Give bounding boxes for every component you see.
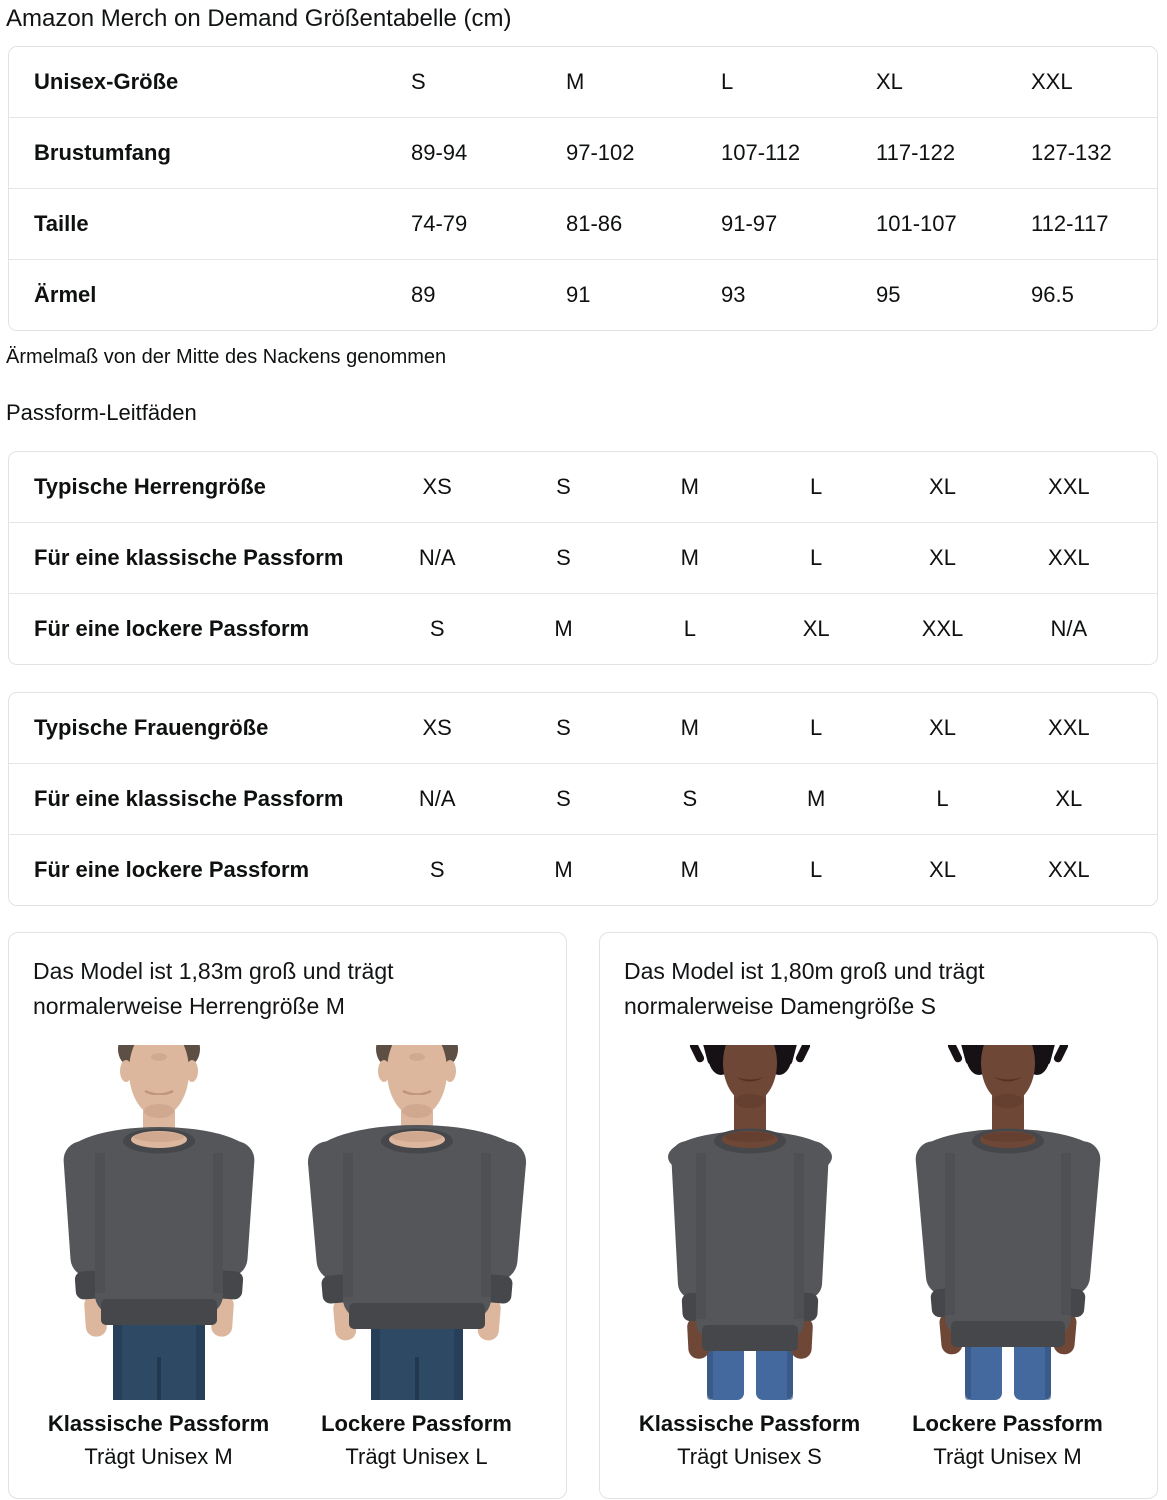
sleeve-measure-note: Ärmelmaß von der Mitte des Nackens genommen: [6, 346, 447, 368]
fit-cell: S: [556, 715, 571, 740]
size-cell: XL: [876, 69, 903, 94]
table-row: [9, 593, 1157, 664]
row-label: Unisex-Größe: [34, 69, 179, 94]
fit-cell: L: [810, 474, 823, 499]
fit-cell: M: [680, 715, 699, 740]
fit-cell: L: [683, 616, 696, 641]
fit-cell: S: [429, 857, 445, 882]
women-model-card: [599, 932, 1158, 1499]
table-row: [9, 47, 1157, 117]
row-label: Für eine klassische Passform: [34, 786, 344, 811]
fit-cell: XXL: [1048, 545, 1090, 570]
fit-cell: N/A: [418, 786, 456, 811]
model-photo-male-classic-fit: [34, 1045, 284, 1400]
size-cell: L: [721, 69, 734, 94]
fit-cell: S: [556, 474, 571, 499]
fit-cell: L: [936, 786, 949, 811]
size-cell: 97-102: [566, 140, 635, 165]
row-label: Brustumfang: [34, 140, 171, 165]
size-cell: 96.5: [1031, 282, 1074, 307]
size-cell: 93: [721, 282, 746, 307]
photo-figure: [625, 1045, 875, 1470]
model-photo-female-classic-fit: [625, 1045, 875, 1400]
row-label: Taille: [34, 211, 89, 236]
row-label: Typische Herrengröße: [34, 474, 266, 499]
fit-cell: M: [680, 545, 699, 570]
fit-cell: M: [554, 857, 573, 882]
fit-cell: XL: [929, 474, 956, 499]
fit-guides-heading: Passform-Leitfäden: [6, 400, 197, 425]
model-description-line2: normalerweise Herrengröße M: [33, 993, 345, 1019]
fit-cell: M: [680, 474, 699, 499]
size-cell: 112-117: [1031, 211, 1109, 236]
women-fit-table: [8, 692, 1158, 906]
fit-cell: N/A: [1050, 616, 1088, 641]
size-cell: 127-132: [1031, 140, 1112, 165]
size-cell: M: [566, 69, 585, 94]
photo-figure: [292, 1045, 542, 1470]
table-row: [9, 763, 1157, 834]
size-caption: Trägt Unisex M: [933, 1444, 1082, 1469]
row-label: Typische Frauengröße: [34, 715, 269, 740]
row-label: Für eine lockere Passform: [34, 857, 310, 882]
men-model-card: [8, 932, 567, 1499]
model-description-line2: normalerweise Damengröße S: [624, 993, 936, 1019]
photo-figure: [34, 1045, 284, 1470]
size-caption: Trägt Unisex S: [677, 1444, 822, 1469]
fit-caption: Lockere Passform: [912, 1411, 1103, 1436]
photo-figure: [883, 1045, 1133, 1470]
size-cell: 91-97: [721, 211, 778, 236]
size-caption: Trägt Unisex L: [345, 1444, 488, 1469]
fit-cell: XL: [1055, 786, 1083, 811]
fit-cell: XL: [802, 616, 830, 641]
size-cell: 101-107: [876, 211, 957, 236]
table-row: [9, 452, 1157, 522]
table-row: [9, 188, 1157, 259]
page-title: Amazon Merch on Demand Größentabelle (cm): [6, 5, 512, 32]
fit-cell: M: [807, 786, 826, 811]
fit-cell: S: [682, 786, 698, 811]
fit-cell: XL: [929, 715, 956, 740]
table-row: [9, 693, 1157, 763]
model-description: [33, 954, 542, 1024]
fit-cell: XXL: [921, 616, 964, 641]
model-photo-male-loose-fit: [292, 1045, 542, 1400]
fit-cell: S: [429, 616, 445, 641]
table-row: [9, 259, 1157, 330]
fit-cell: XXL: [1048, 857, 1090, 882]
size-cell: 89: [411, 282, 436, 307]
fit-cell: L: [810, 715, 823, 740]
model-description-line1: Das Model ist 1,83m groß und trägt: [33, 958, 394, 984]
fit-cell: S: [556, 545, 571, 570]
size-cell: S: [411, 69, 426, 94]
fit-cell: XXL: [1048, 474, 1090, 499]
row-label: Für eine klassische Passform: [34, 545, 344, 570]
model-description: [624, 954, 1133, 1024]
fit-cell: N/A: [418, 545, 456, 570]
fit-caption: Klassische Passform: [47, 1411, 270, 1436]
size-cell: 91: [566, 282, 591, 307]
fit-cell: XL: [929, 857, 956, 882]
table-row: [9, 522, 1157, 593]
size-cell: XXL: [1031, 69, 1073, 94]
size-cell: 95: [876, 282, 901, 307]
model-photos: [624, 1045, 1133, 1470]
fit-cell: M: [680, 857, 699, 882]
fit-caption: Klassische Passform: [638, 1411, 861, 1436]
fit-cell: XS: [422, 474, 452, 499]
model-photos: [33, 1045, 542, 1470]
model-photo-female-loose-fit: [883, 1045, 1133, 1400]
size-cell: 107-112: [721, 140, 801, 165]
size-cell: 81-86: [566, 211, 623, 236]
unisex-size-table: [8, 46, 1158, 331]
fit-cell: XXL: [1048, 715, 1090, 740]
size-cell: 74-79: [411, 211, 468, 236]
size-cell: 117-122: [876, 140, 956, 165]
fit-cell: L: [810, 545, 823, 570]
row-label: Für eine lockere Passform: [34, 616, 310, 641]
model-cards: [8, 932, 1158, 1499]
fit-cell: XL: [929, 545, 956, 570]
fit-cell: L: [810, 857, 823, 882]
fit-caption: Lockere Passform: [321, 1411, 512, 1436]
model-description-line1: Das Model ist 1,80m groß und trägt: [624, 958, 985, 984]
fit-cell: XS: [422, 715, 452, 740]
table-row: [9, 834, 1157, 905]
fit-cell: M: [554, 616, 573, 641]
size-cell: 89-94: [411, 140, 468, 165]
men-fit-table: [8, 451, 1158, 665]
row-label: Ärmel: [34, 282, 97, 307]
size-caption: Trägt Unisex M: [84, 1444, 233, 1469]
fit-cell: S: [556, 786, 571, 811]
table-row: [9, 117, 1157, 188]
